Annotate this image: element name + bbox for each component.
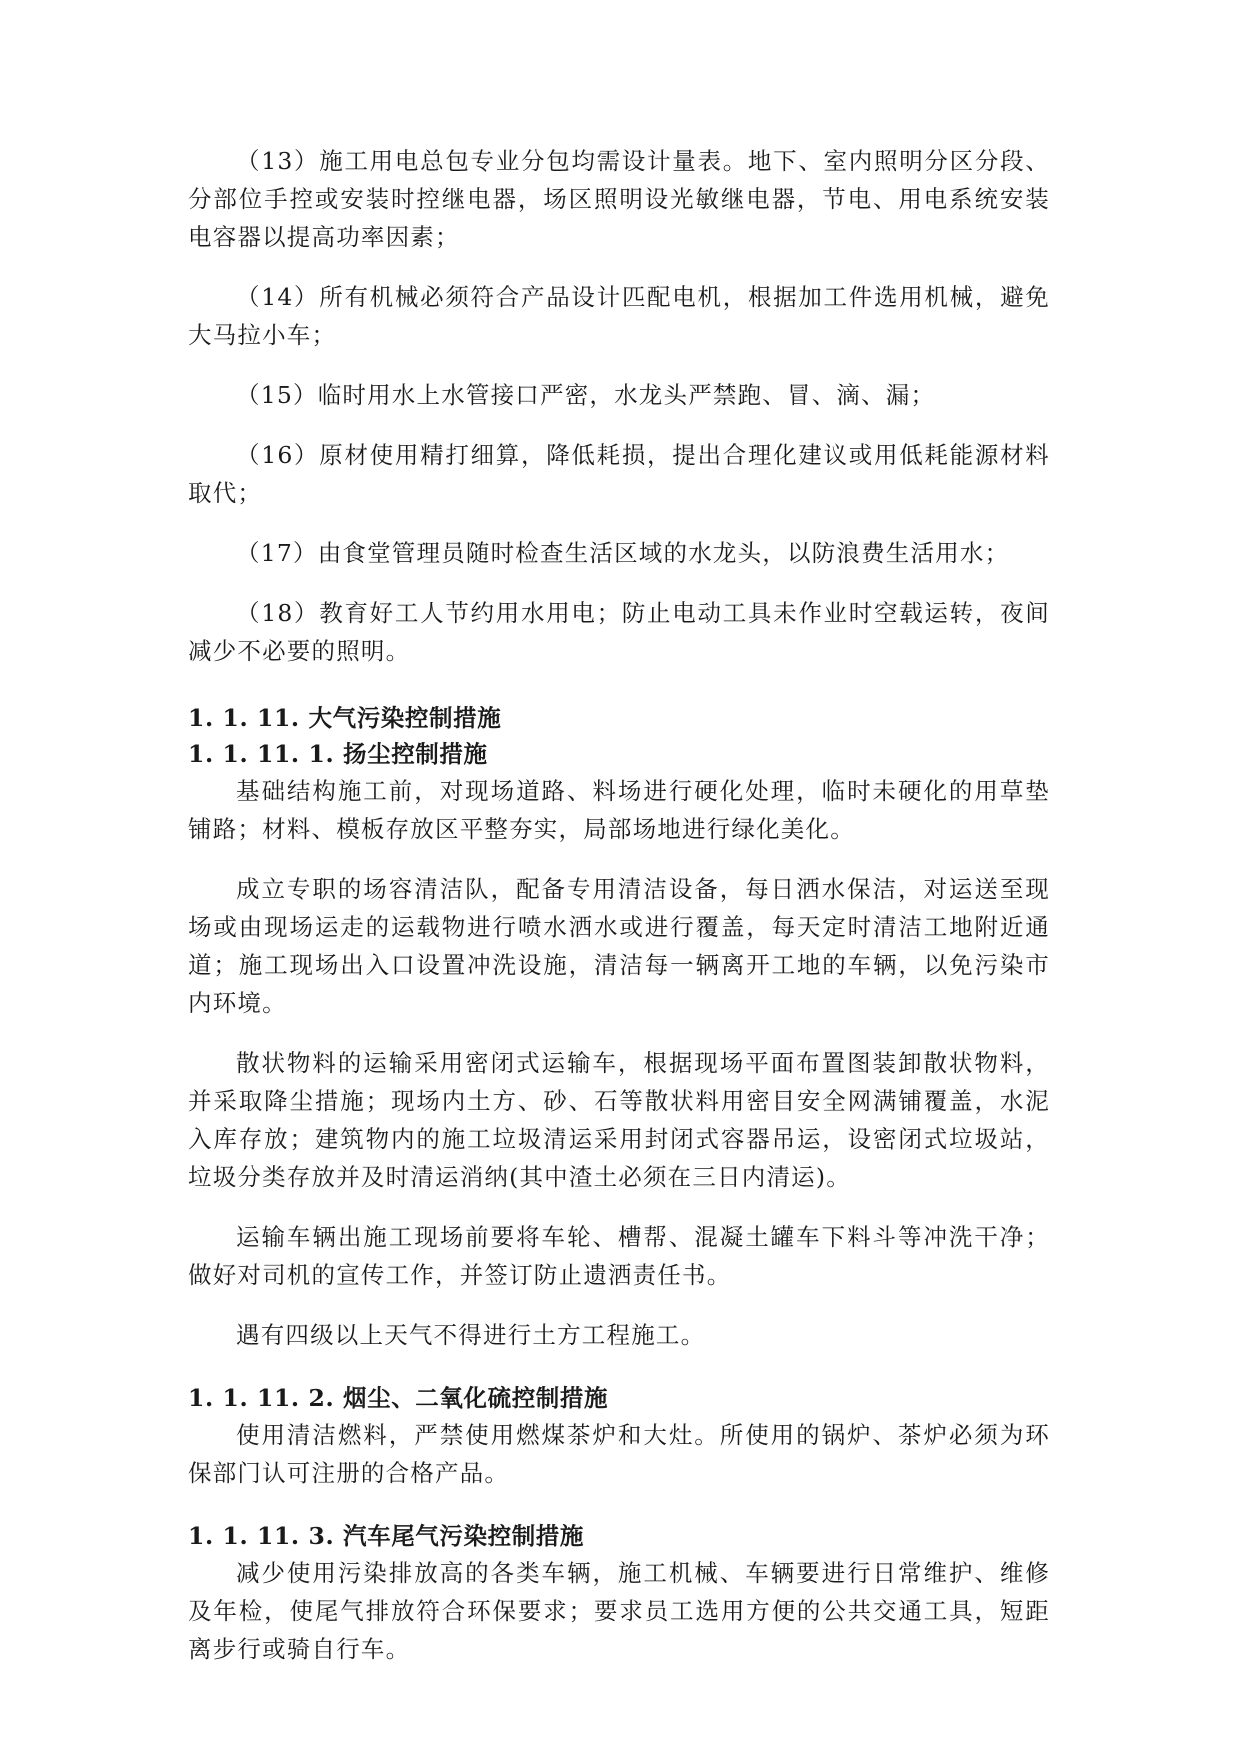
- measure-item-14: （14）所有机械必须符合产品设计匹配电机，根据加工件选用机械，避免大马拉小车；: [188, 283, 1050, 349]
- page-content: [188, 142, 1050, 1668]
- dust-paragraph-5: 遇有四级以上天气不得进行土方工程施工。: [236, 1321, 706, 1349]
- dust-paragraph-2: 成立专职的场容清洁队，配备专用清洁设备，每日洒水保洁，对运送至现场或由现场运走的运载物进行喷水洒水或进行覆盖，每天定时清洁工地附近通道；施工现场出入口设置冲洗设施，清洁每一辆离开工地的车辆，以免污染市内环境。: [188, 875, 1050, 1017]
- subsection-heading-exhaust: 1. 1. 11. 3. 汽车尾气污染控制措施: [188, 1522, 585, 1550]
- measure-item-18: （18）教育好工人节约用水用电；防止电动工具未作业时空载运转，夜间减少不必要的照明。: [188, 599, 1050, 665]
- measure-item-16: （16）原材使用精打细算，降低耗损，提出合理化建议或用低耗能源材料取代；: [188, 441, 1050, 507]
- dust-paragraph-1: 基础结构施工前，对现场道路、料场进行硬化处理，临时未硬化的用草垫铺路；材料、模板存放区平整夯实，局部场地进行绿化美化。: [188, 777, 1050, 843]
- subsection-heading-smoke: 1. 1. 11. 2. 烟尘、二氧化硫控制措施: [188, 1384, 609, 1412]
- dust-paragraph-3: 散状物料的运输采用密闭式运输车，根据现场平面布置图装卸散状物料，并采取降尘措施；现场内土方、砂、石等散状料用密目安全网满铺覆盖，水泥入库存放；建筑物内的施工垃圾清运采用封闭式容器吊运，设密闭式垃圾站，垃圾分类存放并及时清运消纳(其中渣土必须在三日内清运)。: [188, 1049, 1050, 1191]
- subsection-heading-dust: 1. 1. 11. 1. 扬尘控制措施: [188, 740, 488, 768]
- measure-item-17: （17）由食堂管理员随时检查生活区域的水龙头，以防浪费生活用水；: [236, 539, 1010, 567]
- measure-item-15: （15）临时用水上水管接口严密，水龙头严禁跑、冒、滴、漏；: [236, 381, 936, 409]
- measure-item-13: （13）施工用电总包专业分包均需设计量表。地下、室内照明分区分段、分部位手控或安装时控继电器，场区照明设光敏继电器，节电、用电系统安装电容器以提高功率因素；: [188, 147, 1050, 251]
- dust-paragraph-4: 运输车辆出施工现场前要将车轮、槽帮、混凝土罐车下料斗等冲洗干净；做好对司机的宣传工作，并签订防止遗洒责任书。: [188, 1223, 1050, 1289]
- section-heading-air-pollution: 1. 1. 11. 大气污染控制措施: [188, 704, 502, 732]
- exhaust-paragraph: 减少使用污染排放高的各类车辆，施工机械、车辆要进行日常维护、维修及年检，使尾气排放符合环保要求；要求员工选用方便的公共交通工具，短距离步行或骑自行车。: [188, 1559, 1050, 1663]
- smoke-paragraph: 使用清洁燃料，严禁使用燃煤茶炉和大灶。所使用的锅炉、茶炉必须为环保部门认可注册的合格产品。: [188, 1421, 1050, 1487]
